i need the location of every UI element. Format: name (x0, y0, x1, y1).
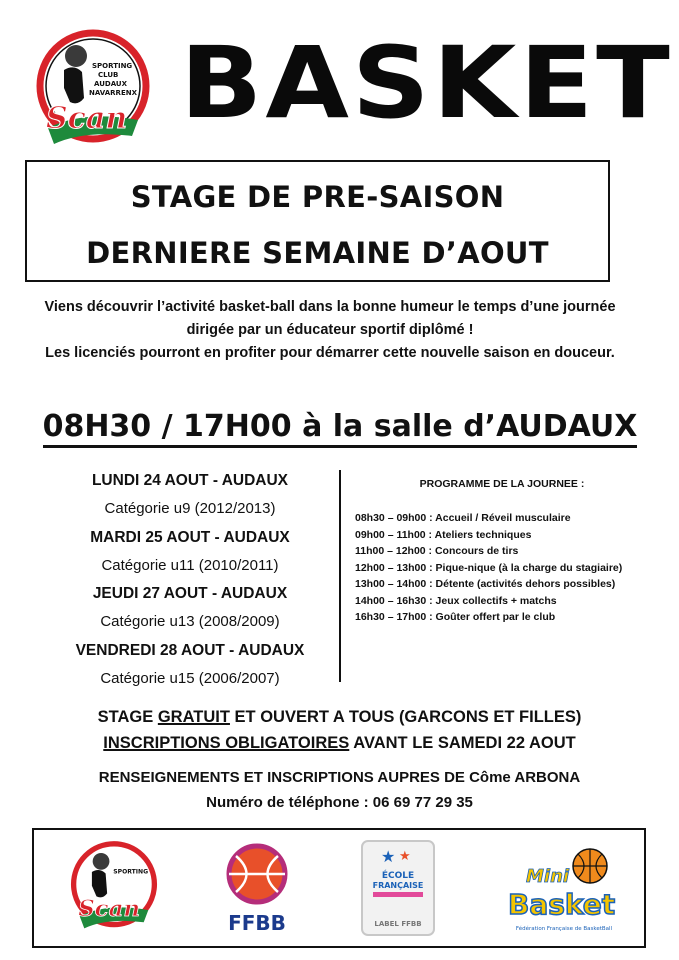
stage-free-line (0, 708, 679, 727)
logo-text-4: NAVARRENX (89, 89, 137, 97)
ffbb-text: FFBB (228, 911, 286, 935)
logo-text-3: AUDAUX (94, 80, 127, 88)
day-category: Catégorie u11 (2010/2011) (101, 557, 279, 574)
time-place (25, 409, 655, 444)
logo-word: Scan (46, 101, 128, 136)
scan-club-logo (34, 28, 152, 154)
registration-deadline: AVANT LE SAMEDI 22 AOUT (349, 734, 576, 752)
programme-title: PROGRAMME DE LA JOURNEE : (419, 478, 585, 490)
mini-text: Mini (526, 866, 570, 887)
partners-box (32, 828, 646, 948)
day-block (40, 527, 340, 577)
ecole-francaise-logo (359, 838, 437, 938)
programme-item: 12h00 – 13h00 : Pique-nique (à la charge du stagiaire) (355, 561, 623, 574)
free-emphasis: GRATUIT (157, 708, 230, 726)
intro-paragraph-1: Viens découvrir l’activité basket-ball dans la bonne humeur le temps d’une journée dirigée par un éducateur sportif diplômé ! (44, 299, 616, 338)
day-title: VENDREDI 28 AOUT - AUDAUX (75, 642, 305, 659)
stage-prefix: STAGE (97, 708, 158, 726)
day-title: LUNDI 24 AOUT - AUDAUX (91, 472, 289, 489)
day-category: Catégorie u15 (2006/2007) (100, 670, 280, 687)
intro-text (25, 296, 635, 365)
registration-line (0, 734, 679, 753)
ecole-text-2: FRANÇAISE (372, 881, 424, 890)
programme-item: 16h30 – 17h00 : Goûter offert par le club (355, 611, 556, 623)
programme-item: 13h00 – 14h00 : Détente (activités dehors possibles) (355, 578, 616, 590)
footer-logo-text: SPORTING (113, 868, 149, 876)
heading-line-2: DERNIERE SEMAINE D’AOUT (86, 236, 549, 270)
day-title: MARDI 25 AOUT - AUDAUX (90, 529, 290, 546)
programme-item: 08h30 – 09h00 : Accueil / Réveil musculaire (355, 512, 571, 524)
star-icon: ★ (381, 849, 396, 866)
programme-item: 11h00 – 12h00 : Concours de tirs (355, 545, 519, 557)
stage-suffix: ET OUVERT A TOUS (GARCONS ET FILLES) (229, 708, 582, 726)
programme-list (355, 510, 655, 626)
registration-emphasis: INSCRIPTIONS OBLIGATOIRES (103, 734, 350, 752)
heading-line-1: STAGE DE PRE-SAISON (130, 180, 505, 214)
logo-text-1: SPORTING (92, 62, 133, 70)
day-block (40, 470, 340, 520)
time-place-text: 08H30 / 17H00 à la salle d’AUDAUX (43, 409, 638, 448)
column-divider (339, 470, 341, 682)
logo-text-2: CLUB (98, 71, 119, 79)
footer-logo-word: Scan (78, 896, 141, 923)
phone-line: Numéro de téléphone : 06 69 77 29 35 (206, 794, 473, 811)
ffbb-logo (224, 842, 290, 938)
programme-item: 09h00 – 11h00 : Ateliers techniques (355, 528, 532, 541)
label-ffbb-text: LABEL FFBB (374, 920, 422, 928)
basket-text: Basket (508, 888, 616, 921)
federation-text: Fédération Française de BasketBall (515, 926, 613, 932)
contact-line: RENSEIGNEMENTS ET INSCRIPTIONS AUPRES DE Côme ARBONA (98, 769, 581, 786)
page-title: BASKET (180, 25, 673, 141)
ecole-text-1: ÉCOLE (381, 871, 415, 881)
star-icon: ★ (399, 848, 411, 863)
day-block (40, 640, 340, 690)
day-title: JEUDI 27 AOUT - AUDAUX (92, 585, 288, 602)
heading-box (25, 160, 610, 282)
day-category: Catégorie u13 (2008/2009) (100, 613, 280, 630)
programme-item: 14h00 – 16h30 : Jeux collectifs + matchs (355, 594, 557, 607)
minibasket-logo (504, 844, 624, 938)
scan-footer-logo (68, 840, 160, 936)
day-category: Catégorie u9 (2012/2013) (104, 500, 276, 517)
intro-paragraph-2: Les licenciés pourront en profiter pour démarrer cette nouvelle saison en douceur. (45, 345, 615, 361)
ball-icon (65, 45, 87, 67)
day-block (40, 583, 340, 633)
